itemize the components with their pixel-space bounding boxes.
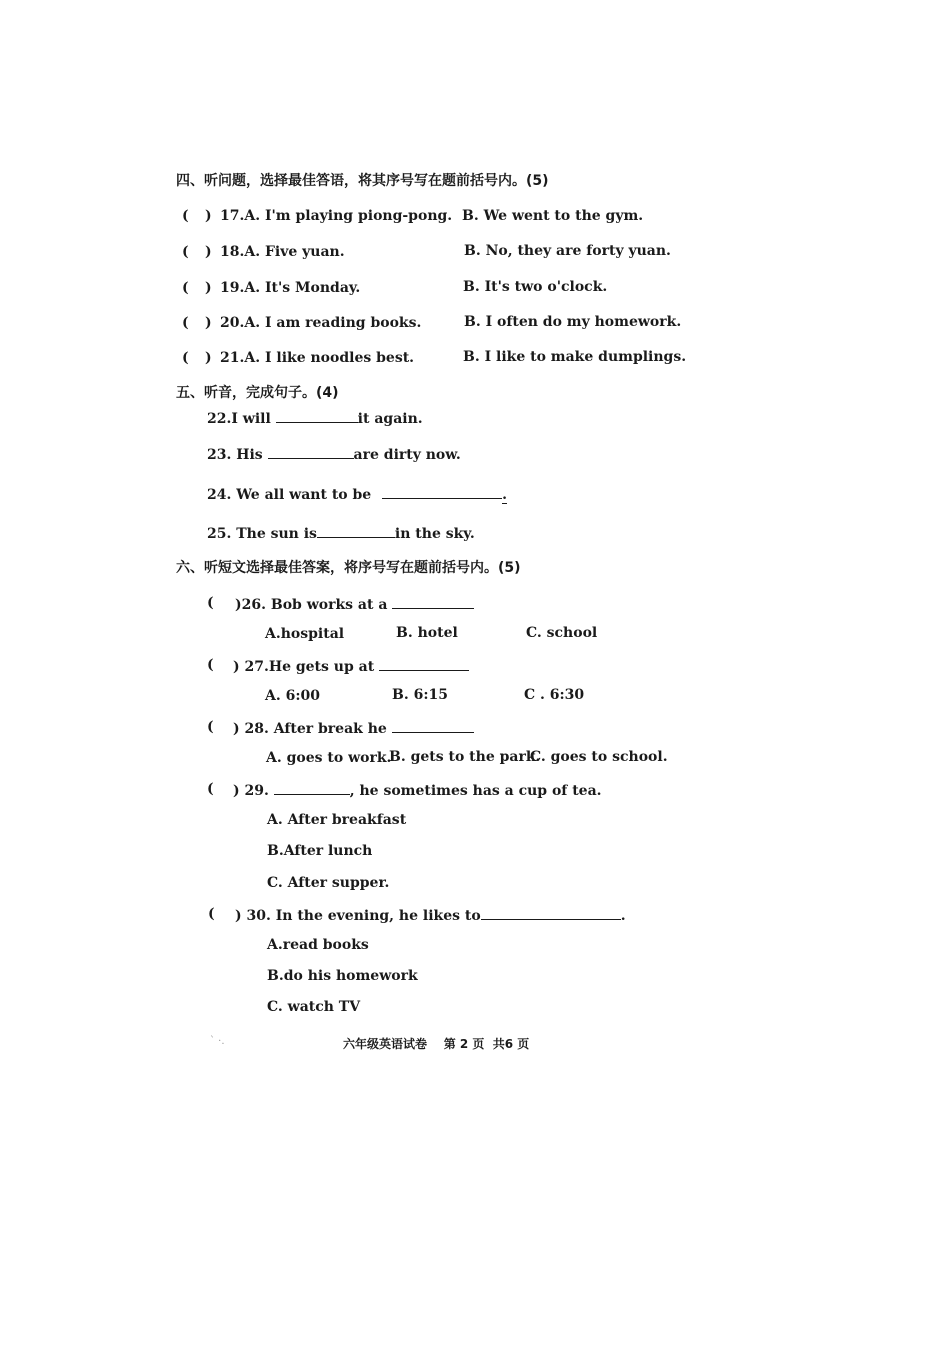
answer-bracket-open[interactable]: ( bbox=[207, 719, 214, 735]
option-c: C. school bbox=[526, 625, 598, 641]
answer-blank[interactable] bbox=[276, 408, 358, 423]
question-end: . bbox=[620, 908, 626, 924]
section4-heading: 四、听问题，选择最佳答语，将其序号写在题前括号内。(5) bbox=[176, 173, 549, 189]
question-text: )26. Bob works at a bbox=[235, 597, 393, 613]
answer-bracket-close: ) bbox=[205, 350, 212, 366]
option-b: B.After lunch bbox=[267, 843, 373, 859]
option-c: C. watch TV bbox=[267, 999, 361, 1015]
answer-bracket-open[interactable]: ( bbox=[182, 280, 189, 296]
sentence-25 bbox=[207, 523, 475, 543]
option-a: 21.A. I like noodles best. bbox=[220, 350, 415, 366]
option-b: B. No, they are forty yuan. bbox=[464, 243, 671, 259]
option-b: B. I often do my homework. bbox=[464, 314, 682, 330]
page-footer: 六年级英语试卷 第 2 页 共6 页 bbox=[343, 1037, 530, 1051]
answer-bracket-open[interactable]: ( bbox=[207, 657, 214, 673]
answer-bracket-close: ) bbox=[205, 244, 212, 260]
answer-bracket-close: ) bbox=[205, 315, 212, 331]
question-text: ) 27.He gets up at bbox=[233, 659, 380, 675]
option-a: A. goes to work. bbox=[266, 750, 392, 766]
answer-bracket-open[interactable]: ( bbox=[207, 781, 214, 797]
question-30 bbox=[235, 905, 626, 925]
answer-bracket-open[interactable]: ( bbox=[208, 906, 215, 922]
option-b: B. 6:15 bbox=[392, 687, 448, 703]
answer-blank bbox=[392, 594, 474, 609]
sentence-pre: 24. We all want to be bbox=[207, 487, 377, 503]
option-b: B. gets to the park. bbox=[389, 749, 541, 765]
option-b: B. I like to make dumplings. bbox=[463, 349, 687, 365]
answer-blank[interactable] bbox=[317, 523, 395, 538]
sentence-pre: 22.I will bbox=[207, 411, 276, 427]
section5-heading: 五、听音，完成句子。(4) bbox=[176, 385, 339, 401]
answer-bracket-open[interactable]: ( bbox=[182, 350, 189, 366]
answer-bracket-open[interactable]: ( bbox=[182, 315, 189, 331]
question-29 bbox=[233, 780, 602, 800]
answer-blank bbox=[392, 718, 474, 733]
sentence-post: in the sky. bbox=[394, 526, 475, 542]
option-b: B. It's two o'clock. bbox=[463, 279, 608, 295]
answer-bracket-open[interactable]: ( bbox=[182, 244, 189, 260]
answer-blank bbox=[274, 780, 350, 795]
sentence-24 bbox=[207, 484, 507, 504]
option-b: B. hotel bbox=[396, 625, 458, 641]
question-28 bbox=[233, 718, 474, 738]
option-a: A. After breakfast bbox=[267, 812, 407, 828]
option-a: A.hospital bbox=[265, 626, 345, 642]
sentence-22 bbox=[207, 408, 423, 428]
answer-bracket-close: ) bbox=[205, 280, 212, 296]
question-26 bbox=[235, 594, 474, 614]
sentence-post: are dirty now. bbox=[353, 447, 461, 463]
option-c: C. After supper. bbox=[267, 875, 390, 891]
answer-blank bbox=[481, 905, 621, 920]
option-a: 19.A. It's Monday. bbox=[220, 280, 361, 296]
option-a: A. 6:00 bbox=[265, 688, 321, 704]
question-text: ) 30. In the evening, he likes to bbox=[235, 908, 481, 924]
answer-bracket-open[interactable]: ( bbox=[207, 595, 214, 611]
answer-blank[interactable] bbox=[268, 444, 354, 459]
sentence-pre: 25. The sun is bbox=[207, 526, 317, 542]
question-text: ) 28. After break he bbox=[233, 721, 392, 737]
sentence-23 bbox=[207, 444, 461, 464]
sentence-pre: 23. His bbox=[207, 447, 268, 463]
question-text-pre: ) 29. bbox=[233, 783, 274, 799]
option-b: B. We went to the gym. bbox=[462, 208, 644, 224]
option-c: C. goes to school. bbox=[530, 749, 668, 765]
option-a: 17.A. I'm playing piong-pong. bbox=[220, 208, 453, 224]
option-a: 18.A. Five yuan. bbox=[220, 244, 345, 260]
scan-mark: ` ·. bbox=[210, 1036, 225, 1047]
option-b: B.do his homework bbox=[267, 968, 418, 984]
answer-bracket-open[interactable]: ( bbox=[182, 208, 189, 224]
question-text-post: , he sometimes has a cup of tea. bbox=[349, 783, 602, 799]
option-a: A.read books bbox=[267, 937, 369, 953]
sentence-post: . bbox=[502, 487, 507, 503]
answer-bracket-close: ) bbox=[205, 208, 212, 224]
section6-heading: 六、听短文选择最佳答案，将序号写在题前括号内。(5) bbox=[176, 560, 521, 576]
option-a: 20.A. I am reading books. bbox=[220, 315, 422, 331]
option-c: C . 6:30 bbox=[524, 687, 585, 703]
question-27 bbox=[233, 656, 469, 676]
answer-blank[interactable] bbox=[382, 484, 502, 499]
answer-blank bbox=[379, 656, 469, 671]
sentence-post: it again. bbox=[357, 411, 423, 427]
